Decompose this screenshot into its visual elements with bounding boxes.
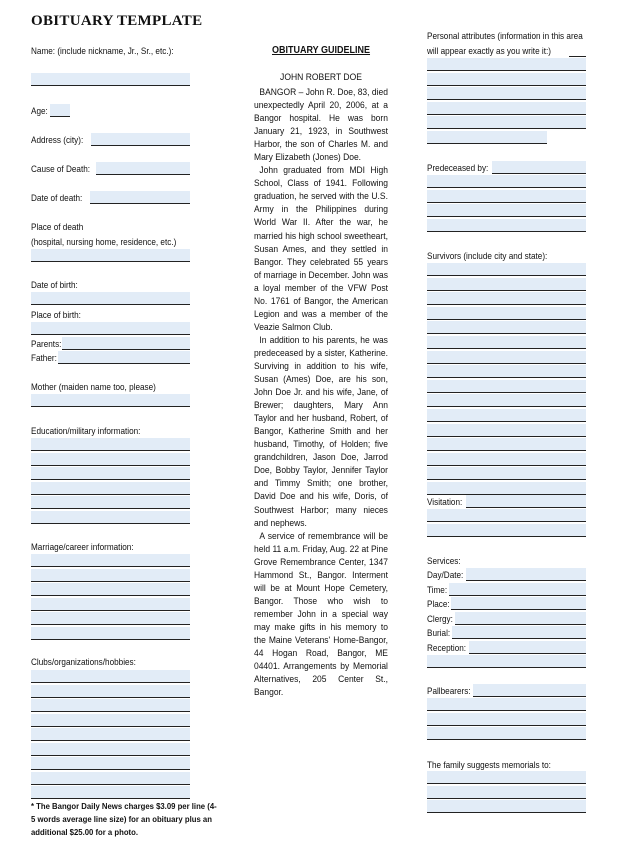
- place-of-death-hint: (hospital, nursing home, residence, etc.): [31, 237, 177, 248]
- marriage-line[interactable]: [31, 554, 190, 567]
- guideline-title: OBITUARY GUIDELINE: [272, 45, 371, 56]
- visitation-line[interactable]: [427, 509, 586, 522]
- attributes-line[interactable]: [427, 102, 586, 115]
- guideline-paragraph: BANGOR – John R. Doe, 83, died unexpectedly April 20, 2006, at a Bangor hospital. He was born January 21, 1923, in Southwest Harbor, the son of Charles M. and Mary Elizabeth (Jones) Doe.: [254, 86, 388, 163]
- reception-field-extra[interactable]: [427, 655, 586, 668]
- age-field[interactable]: [50, 104, 70, 117]
- predeceased-field[interactable]: [492, 161, 586, 174]
- survivors-line[interactable]: [427, 482, 586, 495]
- burial-label: Burial:: [427, 628, 451, 639]
- guideline-paragraph: In addition to his parents, he was predeceased by a sister, Katherine. Surviving in addition to his wife, Susan (Ames) Doe, are his son, John Doe Jr. and his wife, Jane, of Brewer; daughters, Mary Ann Taylor and her husband, Robert, of Bangor, Katherine Smith and her husband, Timothy, of Holden; five grandchildren, Jason Doe, Jarrod Doe, Bobby Taylor, Jennifer Taylor and Timmy Smith; one brother, David Doe and his wife, Doris, of Southwest Harbor; many nieces and nephews.: [254, 333, 388, 528]
- cause-of-death-field[interactable]: [96, 162, 190, 175]
- parents-label: Parents:: [31, 339, 62, 350]
- time-label: Time:: [427, 585, 448, 596]
- predeceased-line[interactable]: [427, 175, 586, 188]
- time-field[interactable]: [449, 583, 586, 596]
- attributes-line[interactable]: [427, 73, 586, 86]
- place-of-death-field[interactable]: [31, 249, 190, 262]
- education-line[interactable]: [31, 496, 190, 509]
- clergy-label: Clergy:: [427, 614, 453, 625]
- date-of-birth-label: Date of birth:: [31, 280, 78, 291]
- pallbearers-line[interactable]: [427, 713, 586, 726]
- marriage-line[interactable]: [31, 598, 190, 611]
- services-label: Services:: [427, 556, 461, 567]
- pallbearers-label: Pallbearers:: [427, 686, 471, 697]
- place-of-birth-label: Place of birth:: [31, 310, 81, 321]
- marriage-line[interactable]: [31, 569, 190, 582]
- clubs-line[interactable]: [31, 714, 190, 727]
- page-title: OBITUARY TEMPLATE: [31, 13, 203, 29]
- predeceased-line[interactable]: [427, 190, 586, 203]
- survivors-line[interactable]: [427, 321, 586, 334]
- daydate-label: Day/Date:: [427, 570, 464, 581]
- survivors-line[interactable]: [427, 380, 586, 393]
- survivors-line[interactable]: [427, 263, 586, 276]
- marriage-line[interactable]: [31, 583, 190, 596]
- clubs-line[interactable]: [31, 699, 190, 712]
- cause-of-death-label: Cause of Death:: [31, 164, 91, 175]
- predeceased-line[interactable]: [427, 219, 586, 232]
- marriage-line[interactable]: [31, 612, 190, 625]
- visitation-label: Visitation:: [427, 497, 463, 508]
- reception-label: Reception:: [427, 643, 467, 654]
- pallbearers-line[interactable]: [427, 698, 586, 711]
- survivors-line[interactable]: [427, 394, 586, 407]
- survivors-line[interactable]: [427, 467, 586, 480]
- survivors-line[interactable]: [427, 351, 586, 364]
- date-of-death-field[interactable]: [90, 191, 190, 204]
- attributes-line[interactable]: [427, 116, 586, 129]
- place-field[interactable]: [451, 597, 586, 610]
- marriage-label: Marriage/career information:: [31, 542, 134, 553]
- date-of-death-label: Date of death:: [31, 193, 83, 204]
- visitation-field[interactable]: [466, 495, 586, 508]
- guideline-body: [254, 85, 388, 698]
- memorials-line[interactable]: [427, 771, 586, 784]
- daydate-field[interactable]: [466, 568, 586, 581]
- clubs-line[interactable]: [31, 728, 190, 741]
- memorials-line[interactable]: [427, 786, 586, 799]
- attributes-label: Personal attributes (information in this area: [427, 31, 583, 42]
- education-label: Education/military information:: [31, 426, 141, 437]
- burial-field[interactable]: [452, 626, 586, 639]
- clubs-line[interactable]: [31, 743, 190, 756]
- visitation-line[interactable]: [427, 524, 586, 537]
- survivors-label: Survivors (include city and state):: [427, 251, 548, 262]
- place-of-death-label: Place of death: [31, 222, 84, 233]
- predeceased-line[interactable]: [427, 204, 586, 217]
- attributes-inline-line[interactable]: [569, 56, 586, 57]
- survivors-line[interactable]: [427, 424, 586, 437]
- attributes-line[interactable]: [427, 58, 586, 71]
- place-label: Place:: [427, 599, 450, 610]
- pallbearers-field[interactable]: [473, 684, 586, 697]
- survivors-line[interactable]: [427, 307, 586, 320]
- clubs-line[interactable]: [31, 786, 190, 799]
- survivors-line[interactable]: [427, 278, 586, 291]
- guideline-paragraph: A service of remembrance will be held 11 a.m. Friday, Aug. 22 at Pine Grove Remembrance Center, 1347 Hammond St., Bangor. Interment will be at Mount Hope Cemetery, Bangor. Those who wish to remember John in a special way may make gifts in his memory to the Maine Veterans' Home-Bangor, 44 Hogan Road, Bangor, ME 04401. Arrangements by Memorial Alternatives, 205 Center St., Bangor.: [254, 529, 388, 698]
- survivors-line[interactable]: [427, 336, 586, 349]
- attributes-line[interactable]: [427, 131, 547, 144]
- date-of-birth-field[interactable]: [31, 292, 190, 305]
- place-of-birth-field[interactable]: [31, 322, 190, 335]
- father-label: Father:: [31, 353, 57, 364]
- clubs-line[interactable]: [31, 685, 190, 698]
- guideline-paragraph: John graduated from MDI High School, Class of 1941. Following graduation, he served with the U.S. Army in the Philippines during World War II. After the war, he married his high school sweetheart, Susan Ames, and they settled in Bangor. They celebrated 55 years of marriage in December. John was a loyal member of the VFW Post No. 1761 of Bangor, the American Legion and was a member of the Veazie Salmon Club.: [254, 164, 388, 332]
- clubs-line[interactable]: [31, 670, 190, 683]
- education-line[interactable]: [31, 467, 190, 480]
- clubs-label: Clubs/organizations/hobbies:: [31, 657, 136, 668]
- marriage-line[interactable]: [31, 627, 190, 640]
- address-field[interactable]: [91, 133, 190, 146]
- reception-field[interactable]: [469, 641, 586, 654]
- mother-label: Mother (maiden name too, please): [31, 382, 156, 393]
- clergy-field[interactable]: [455, 612, 586, 625]
- survivors-line[interactable]: [427, 438, 586, 451]
- clubs-line[interactable]: [31, 772, 190, 785]
- education-line[interactable]: [31, 453, 190, 466]
- mother-field[interactable]: [31, 394, 190, 407]
- memorials-line[interactable]: [427, 800, 586, 813]
- attributes-line[interactable]: [427, 87, 586, 100]
- survivors-line[interactable]: [427, 292, 586, 305]
- address-label: Address (city):: [31, 135, 84, 146]
- father-field[interactable]: [58, 351, 190, 364]
- name-label: Name: (include nickname, Jr., Sr., etc.):: [31, 46, 174, 57]
- guideline-name: JOHN ROBERT DOE: [280, 72, 362, 83]
- education-line[interactable]: [31, 482, 190, 495]
- education-line[interactable]: [31, 438, 190, 451]
- pallbearers-line[interactable]: [427, 727, 586, 740]
- survivors-line[interactable]: [427, 453, 586, 466]
- age-label: Age:: [31, 106, 48, 117]
- survivors-line[interactable]: [427, 365, 586, 378]
- name-field[interactable]: [31, 73, 190, 86]
- memorials-label: The family suggests memorials to:: [427, 760, 551, 771]
- survivors-line[interactable]: [427, 409, 586, 422]
- footnote: * The Bangor Daily News charges $3.09 per line (4-5 words average line size) for an obituary plus an additional $25.00 for a photo.: [31, 801, 217, 837]
- education-line[interactable]: [31, 511, 190, 524]
- attributes-label-2: will appear exactly as you write it:): [427, 46, 551, 57]
- parents-field[interactable]: [62, 337, 190, 350]
- clubs-line[interactable]: [31, 757, 190, 770]
- predeceased-label: Predeceased by:: [427, 163, 489, 174]
